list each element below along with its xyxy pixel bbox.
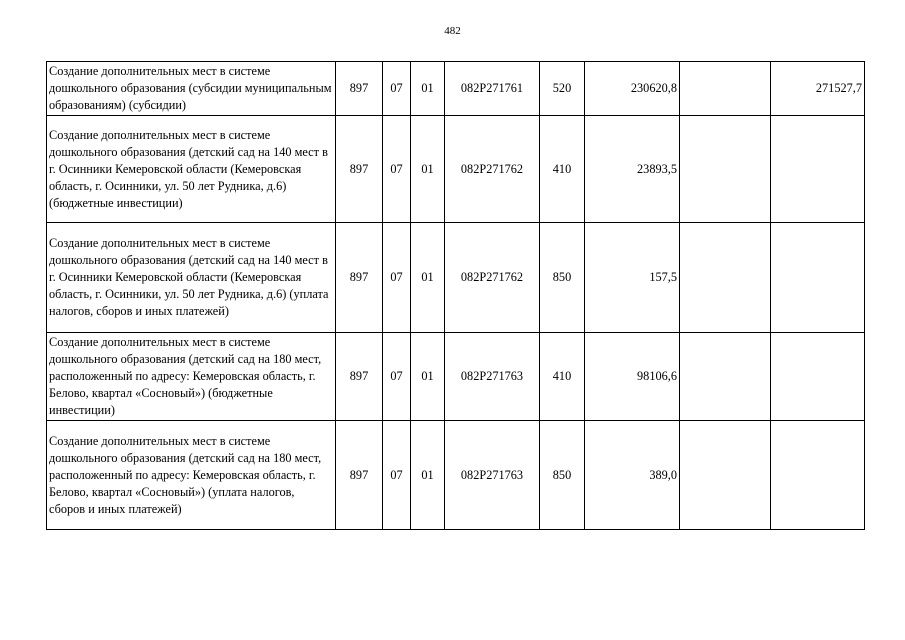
- target-item-code-cell: 082P271763: [445, 421, 540, 530]
- section-code-cell: 07: [383, 421, 411, 530]
- page-number: 482: [444, 25, 461, 37]
- target-item-code-cell: 082P271762: [445, 223, 540, 333]
- department-code-cell: 897: [336, 116, 383, 223]
- expense-type-code-cell: 410: [540, 333, 585, 421]
- budget-table: [46, 61, 865, 530]
- amount-year3-cell: [771, 421, 865, 530]
- table-row: [47, 421, 865, 530]
- amount-year2-cell: [680, 223, 771, 333]
- amount-year1-cell: 230620,8: [585, 62, 680, 116]
- expense-name-cell: Создание дополнительных мест в системе дошкольного образования (детский сад на 180 мест, расположенный по адресу: Кемеровская область, г. Белово, квартал «Сосновый») (бюджетные инвестиции): [47, 333, 336, 421]
- expense-type-code-cell: 850: [540, 223, 585, 333]
- amount-year1-cell: 98106,6: [585, 333, 680, 421]
- subsection-code-cell: 01: [411, 116, 445, 223]
- subsection-code-cell: 01: [411, 333, 445, 421]
- target-item-code-cell: 082P271762: [445, 116, 540, 223]
- department-code-cell: 897: [336, 421, 383, 530]
- table-row: [47, 223, 865, 333]
- table-row: [47, 116, 865, 223]
- amount-year3-cell: [771, 223, 865, 333]
- department-code-cell: 897: [336, 223, 383, 333]
- amount-year1-cell: 157,5: [585, 223, 680, 333]
- section-code-cell: 07: [383, 116, 411, 223]
- subsection-code-cell: 01: [411, 421, 445, 530]
- amount-year3-cell: [771, 333, 865, 421]
- table-row: [47, 333, 865, 421]
- section-code-cell: 07: [383, 333, 411, 421]
- subsection-code-cell: 01: [411, 62, 445, 116]
- section-code-cell: 07: [383, 62, 411, 116]
- amount-year2-cell: [680, 421, 771, 530]
- expense-name-cell: Создание дополнительных мест в системе дошкольного образования (субсидии муниципальным образованиям) (субсидии): [47, 62, 336, 116]
- expense-name-cell: Создание дополнительных мест в системе дошкольного образования (детский сад на 180 мест, расположенный по адресу: Кемеровская область, г. Белово, квартал «Сосновый») (уплата налогов, сборов и иных платежей): [47, 421, 336, 530]
- department-code-cell: 897: [336, 62, 383, 116]
- amount-year2-cell: [680, 333, 771, 421]
- amount-year3-cell: 271527,7: [771, 62, 865, 116]
- department-code-cell: 897: [336, 333, 383, 421]
- expense-type-code-cell: 850: [540, 421, 585, 530]
- amount-year1-cell: 389,0: [585, 421, 680, 530]
- table-row: [47, 62, 865, 116]
- amount-year2-cell: [680, 116, 771, 223]
- expense-name-cell: Создание дополнительных мест в системе дошкольного образования (детский сад на 140 мест в г. Осинники Кемеровской области (Кемеровская область, г. Осинники, ул. 50 лет Рудника, д.6) (бюджетные инвестиции): [47, 116, 336, 223]
- section-code-cell: 07: [383, 223, 411, 333]
- expense-type-code-cell: 520: [540, 62, 585, 116]
- subsection-code-cell: 01: [411, 223, 445, 333]
- amount-year1-cell: 23893,5: [585, 116, 680, 223]
- target-item-code-cell: 082P271761: [445, 62, 540, 116]
- amount-year3-cell: [771, 116, 865, 223]
- target-item-code-cell: 082P271763: [445, 333, 540, 421]
- amount-year2-cell: [680, 62, 771, 116]
- expense-name-cell: Создание дополнительных мест в системе дошкольного образования (детский сад на 140 мест в г. Осинники Кемеровской области (Кемеровская область, г. Осинники, ул. 50 лет Рудника, д.6) (уплата налогов, сборов и иных платежей): [47, 223, 336, 333]
- expense-type-code-cell: 410: [540, 116, 585, 223]
